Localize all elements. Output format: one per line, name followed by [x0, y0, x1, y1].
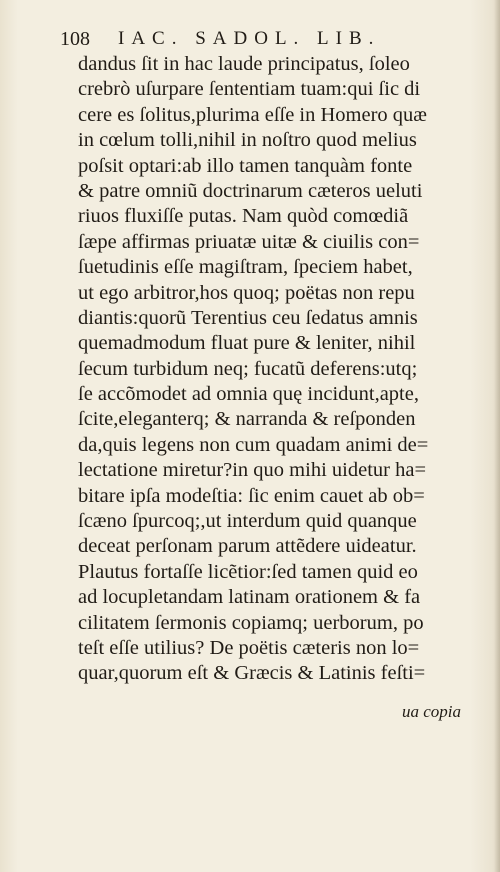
text-line: dandus ſit in hac laude principatus, ſoleo — [78, 53, 410, 75]
page-number: 108 — [60, 28, 90, 50]
text-line: deceat perſonam parum attẽdere uideatur. — [78, 535, 417, 558]
text-line: ad locupletandam latinam orationem & fa — [78, 586, 421, 609]
text-line: teſt eſſe utilius? De poëtis cæteris non lo= — [78, 636, 420, 659]
text-line: ſe accõmodet ad omnia quę incidunt,apte, — [78, 383, 419, 406]
text-line: ſuetudinis eſſe magiſtram, ſpeciem habet, — [78, 256, 413, 279]
page-edge-shadow — [494, 0, 500, 872]
text-line: ut ego arbitror,hos quoq; poëtas non repu — [78, 281, 415, 304]
text-line: cere es ſolitus,plurima eſſe in Homero quæ — [78, 103, 427, 126]
body-text — [78, 52, 478, 687]
text-line: quemadmodum fluat pure & leniter, nihil — [78, 332, 416, 355]
running-head — [60, 26, 440, 52]
text-line: diantis:quorũ Terentius ceu ſedatus amnis — [78, 306, 418, 329]
text-line: ſcite,eleganterq; & narranda & reſponden — [78, 408, 416, 431]
text-line: ſecum turbidum neq; fucatũ deferens:utq; — [78, 357, 418, 380]
text-line: & patre omniũ doctrinarum cæteros ueluti — [78, 179, 423, 202]
text-line: cilitatem ſermonis copiamq; uerborum, po — [78, 611, 424, 634]
text-line: poſsit optari:ab illo tamen tanquàm fonte — [78, 154, 413, 177]
text-line: riuos fluxiſſe putas. Nam quòd comœdiã — [78, 205, 409, 228]
text-line: ſcæno ſpurcoq;,ut interdum quid quanque — [78, 510, 417, 533]
catchword: ua copia — [402, 702, 462, 721]
text-line: quar,quorum eſt & Græcis & Latinis feſti= — [78, 662, 426, 685]
text-line: Plautus fortaſſe licẽtior:ſed tamen quid eo — [78, 560, 418, 583]
text-line: lectatione miretur?in quo mihi uidetur ha= — [78, 459, 426, 482]
text-line: da,quis legens non cum quadam animi de= — [78, 433, 429, 456]
running-title: IAC. SADOL. LIB. — [118, 28, 381, 49]
text-line: in cœlum tolli,nihil in noſtro quod melius — [78, 129, 417, 152]
text-line: crebrò uſurpare ſententiam tuam:qui ſic di — [78, 78, 421, 101]
text-line: bitare ipſa modeſtia: ſic enim cauet ab ob= — [78, 484, 425, 507]
text-line: ſæpe affirmas priuatæ uitæ & ciuilis con= — [78, 230, 420, 253]
